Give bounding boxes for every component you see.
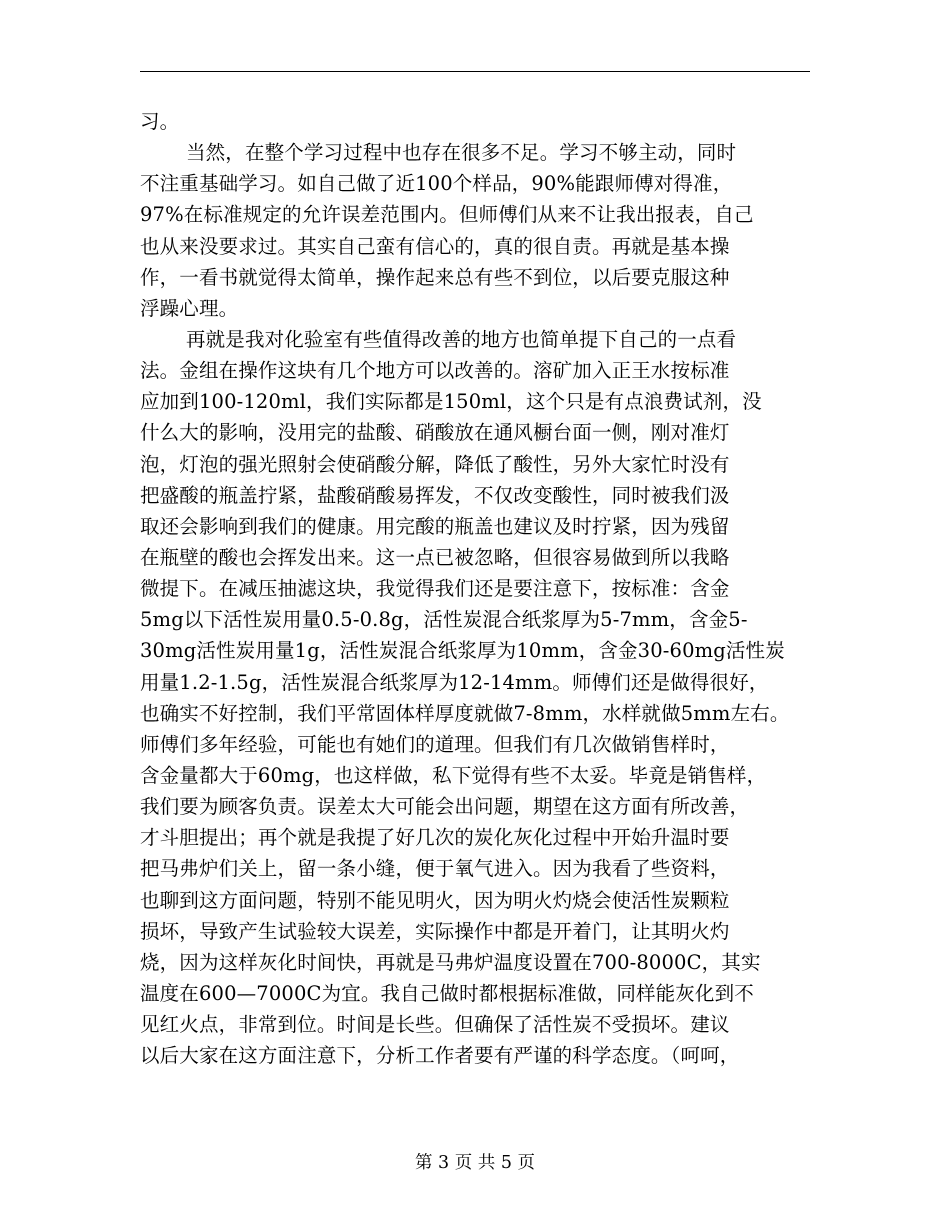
text-line: 30mg活性炭用量1g，活性炭混合纸浆厚为10mm，含金30-60mg活性炭 [140,639,785,663]
text-line: 温度在600—7000C为宜。我自己做时都根据标准做，同样能灰化到不 [140,981,754,1005]
text-line: 法。金组在操作这块有几个地方可以改善的。溶矿加入正王水按标准 [140,359,730,383]
text-line: 也聊到这方面问题，特别不能见明火，因为明火灼烧会使活性炭颗粒 [140,888,730,912]
text-line: 97%在标准规定的允许误差范围内。但师傅们从来不让我出报表，自己 [140,203,754,227]
text-line: 什么大的影响，没用完的盐酸、硝酸放在通风橱台面一侧，刚对准灯 [140,421,730,445]
text-line: 也从来没要求过。其实自己蛮有信心的，真的很自责。再就是基本操 [140,234,730,258]
text-line: 再就是我对化验室有些值得改善的地方也简单提下自己的一点看 [186,327,737,351]
text-line: 取还会影响到我们的健康。用完酸的瓶盖也建议及时拧紧，因为残留 [140,514,730,538]
header-rule [140,71,810,72]
text-line: 也确实不好控制，我们平常固体样厚度就做7-8mm，水样就做5mm左右。 [140,701,790,725]
document-body [140,106,820,1071]
text-line: 当然，在整个学习过程中也存在很多不足。学习不够主动，同时 [186,141,737,165]
text-line: 损坏，导致产生试验较大误差，实际操作中都是开着门，让其明火灼 [140,919,730,943]
text-line: 浮躁心理。 [140,296,239,320]
text-line: 不注重基础学习。如自己做了近100个样品，90%能跟师傅对得准， [140,172,733,196]
text-line: 烧，因为这样灰化时间快，再就是马弗炉温度设置在700-8000C，其实 [140,950,761,974]
text-line: 把马弗炉们关上，留一条小缝，便于氧气进入。因为我看了些资料， [140,857,730,881]
text-line: 作，一看书就觉得太简单，操作起来总有些不到位，以后要克服这种 [140,265,730,289]
text-line: 习。 [140,110,180,133]
text-line: 在瓶壁的酸也会挥发出来。这一点已被忽略，但很容易做到所以我略 [140,545,730,569]
text-line: 微提下。在减压抽滤这块，我觉得我们还是要注意下，按标准：含金 [140,577,730,601]
text-line: 把盛酸的瓶盖拧紧，盐酸硝酸易挥发，不仅改变酸性，同时被我们汲 [140,483,730,507]
text-line: 泡，灯泡的强光照射会使硝酸分解，降低了酸性，另外大家忙时没有 [140,452,730,476]
text-line: 含金量都大于60mg，也这样做，私下觉得有些不太妥。毕竟是销售样， [140,763,767,787]
text-line: 见红火点，非常到位。时间是长些。但确保了活性炭不受损坏。建议 [140,1013,730,1037]
text-line: 师傅们多年经验，可能也有她们的道理。但我们有几次做销售样时， [140,732,730,756]
page-footer: 第 3 页 共 5 页 [414,1153,536,1173]
text-line: 应加到100-120ml，我们实际都是150ml，这个只是有点浪费试剂，没 [140,390,762,414]
text-line: 才斗胆提出；再个就是我提了好几次的炭化灰化过程中开始升温时要 [140,826,730,850]
text-line: 以后大家在这方面注意下，分析工作者要有严谨的科学态度。（呵呵， [140,1044,740,1068]
text-line: 用量1.2-1.5g，活性炭混合纸浆厚为12-14mm。师傅们还是做得很好， [140,670,769,694]
text-line: 我们要为顾客负责。误差太大可能会出问题，期望在这方面有所改善， [140,795,750,819]
text-line: 5mg以下活性炭用量0.5-0.8g，活性炭混合纸浆厚为5-7mm，含金5- [140,608,748,632]
